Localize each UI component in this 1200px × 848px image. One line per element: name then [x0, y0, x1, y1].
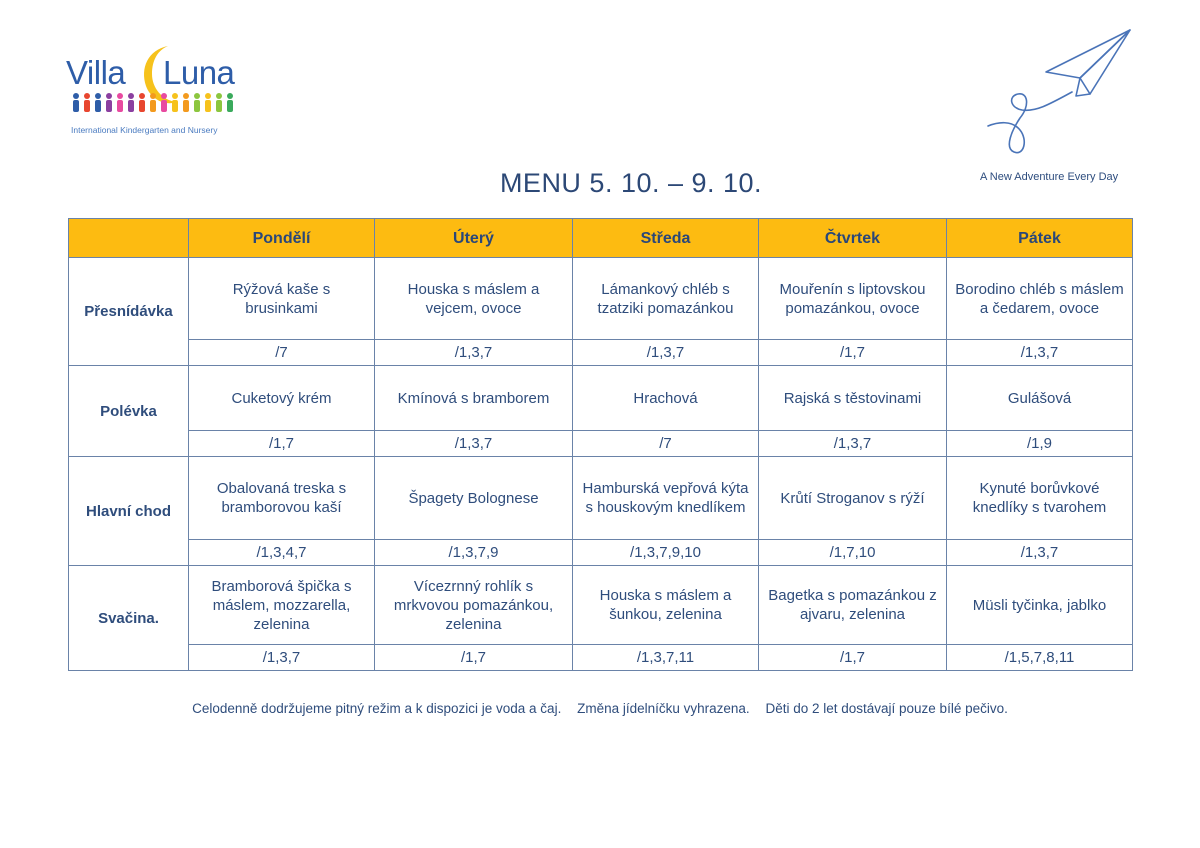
allergen-cell: /1,3,7,11 — [573, 645, 759, 671]
allergen-cell: /7 — [189, 340, 375, 366]
meal-cell: Houska s máslem a šunkou, zelenina — [573, 566, 759, 645]
allergen-cell: /1,5,7,8,11 — [947, 645, 1133, 671]
menu-table — [68, 218, 1133, 671]
meal-row — [69, 457, 1133, 540]
meal-cell: Kmínová s bramborem — [375, 366, 573, 431]
meal-cell: Mouřenín s liptovskou pomazánkou, ovoce — [759, 258, 947, 340]
day-header: Pátek — [947, 219, 1133, 258]
allergen-cell: /1,7 — [759, 340, 947, 366]
footer-note: Celodenně dodržujeme pitný režim a k dispozici je voda a čaj. — [192, 701, 562, 716]
meal-type-label: Svačina. — [69, 566, 189, 671]
meal-cell: Rajská s těstovinami — [759, 366, 947, 431]
allergen-row — [69, 431, 1133, 457]
allergen-cell: /1,3,7 — [189, 645, 375, 671]
day-header: Pondělí — [189, 219, 375, 258]
allergen-cell: /1,7 — [189, 431, 375, 457]
meal-cell: Bagetka s pomazánkou z ajvaru, zelenina — [759, 566, 947, 645]
allergen-cell: /1,3,7 — [759, 431, 947, 457]
meal-cell: Müsli tyčinka, jablko — [947, 566, 1133, 645]
page-title: MENU 5. 10. – 9. 10. — [499, 168, 763, 198]
villa-luna-logo — [66, 44, 246, 139]
tagline: A New Adventure Every Day — [980, 171, 1119, 183]
meal-cell: Cuketový krém — [189, 366, 375, 431]
meal-cell: Obalovaná treska s bramborovou kaší — [189, 457, 375, 540]
meal-cell: Vícezrnný rohlík s mrkvovou pomazánkou, zelenina — [375, 566, 573, 645]
footer-note: Změna jídelníčku vyhrazena. — [577, 701, 750, 716]
footer-notes — [0, 701, 1200, 716]
allergen-row — [69, 340, 1133, 366]
meal-cell: Špagety Bolognese — [375, 457, 573, 540]
meal-row — [69, 566, 1133, 645]
table-header-row — [69, 219, 1133, 258]
meal-cell: Rýžová kaše s brusinkami — [189, 258, 375, 340]
allergen-cell: /1,3,7 — [947, 340, 1133, 366]
allergen-cell: /1,9 — [947, 431, 1133, 457]
meal-cell: Krůtí Stroganov s rýží — [759, 457, 947, 540]
meal-type-label: Hlavní chod — [69, 457, 189, 566]
footer-note: Děti do 2 let dostávají pouze bílé pečivo. — [765, 701, 1008, 716]
day-header: Čtvrtek — [759, 219, 947, 258]
allergen-cell: /1,3,7 — [375, 431, 573, 457]
meal-cell: Gulášová — [947, 366, 1133, 431]
meal-cell: Lámankový chléb s tzatziki pomazánkou — [573, 258, 759, 340]
allergen-cell: /1,3,7 — [375, 340, 573, 366]
meal-type-label: Polévka — [69, 366, 189, 457]
allergen-cell: /1,3,7,9,10 — [573, 540, 759, 566]
allergen-cell: /1,3,7 — [573, 340, 759, 366]
children-figures-icon — [70, 92, 242, 114]
corner-cell — [69, 219, 189, 258]
allergen-cell: /7 — [573, 431, 759, 457]
allergen-cell: /1,7 — [759, 645, 947, 671]
meal-type-label: Přesnídávka — [69, 258, 189, 366]
allergen-row — [69, 540, 1133, 566]
allergen-cell: /1,3,4,7 — [189, 540, 375, 566]
meal-cell: Borodino chléb s máslem a čedarem, ovoce — [947, 258, 1133, 340]
allergen-cell: /1,3,7,9 — [375, 540, 573, 566]
day-header: Středa — [573, 219, 759, 258]
paper-plane-icon — [980, 26, 1140, 161]
logo-subtitle: International Kindergarten and Nursery — [71, 125, 218, 135]
logo-name-luna: Luna — [163, 54, 235, 91]
allergen-row — [69, 645, 1133, 671]
meal-cell: Kynuté borůvkové knedlíky s tvarohem — [947, 457, 1133, 540]
meal-cell: Bramborová špička s máslem, mozzarella, zelenina — [189, 566, 375, 645]
meal-cell: Hamburská vepřová kýta s houskovým knedlíkem — [573, 457, 759, 540]
day-header: Úterý — [375, 219, 573, 258]
logo-name-villa: Villa — [66, 54, 126, 91]
allergen-cell: /1,7,10 — [759, 540, 947, 566]
meal-row — [69, 258, 1133, 340]
allergen-cell: /1,7 — [375, 645, 573, 671]
meal-cell: Houska s máslem a vejcem, ovoce — [375, 258, 573, 340]
meal-cell: Hrachová — [573, 366, 759, 431]
allergen-cell: /1,3,7 — [947, 540, 1133, 566]
meal-row — [69, 366, 1133, 431]
